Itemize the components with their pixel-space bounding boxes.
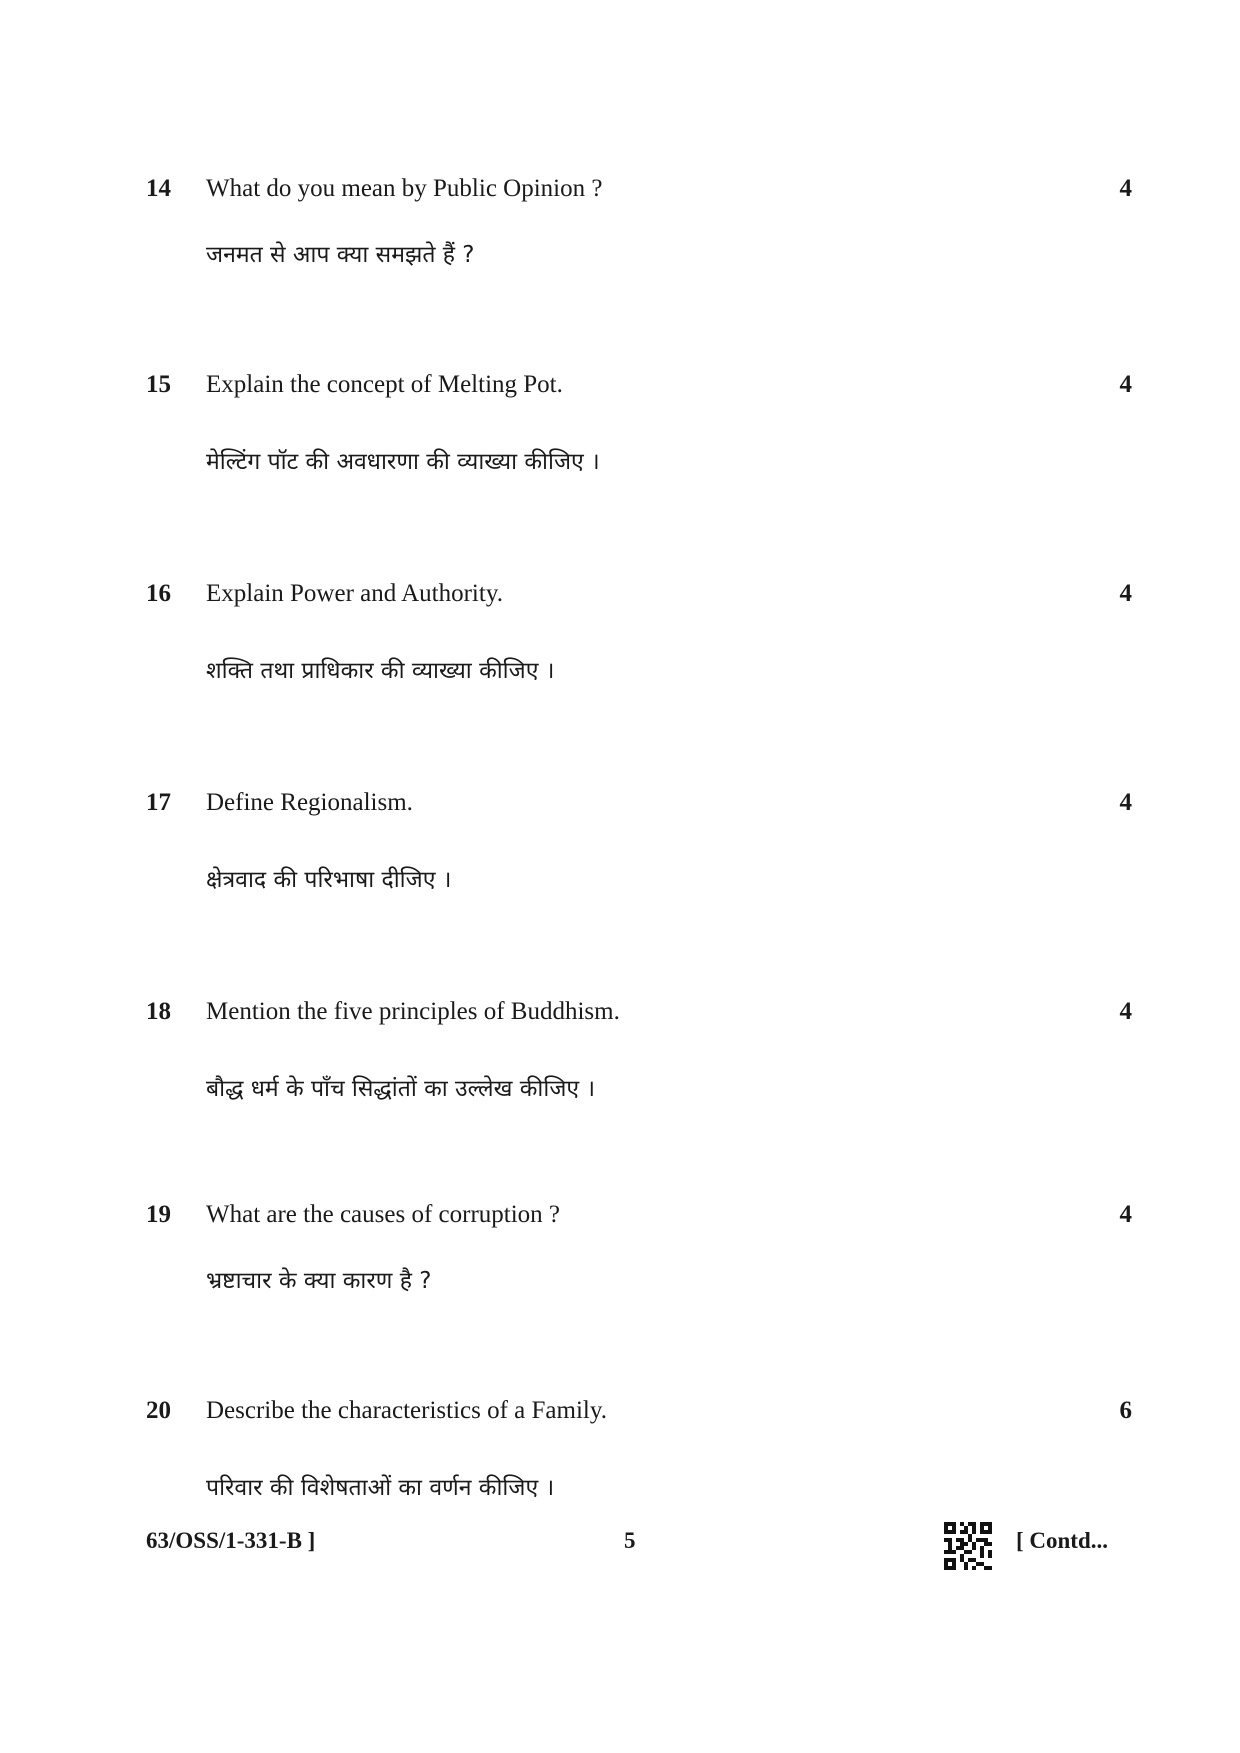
qr-code-icon	[944, 1522, 992, 1570]
question-number: 20	[146, 1397, 171, 1424]
question-text-hindi: शक्ति तथा प्राधिकार की व्याख्या कीजिए ।	[206, 658, 555, 684]
page-number: 5	[624, 1528, 636, 1553]
question-text-english: Explain the concept of Melting Pot.	[206, 371, 563, 398]
question-text-english: What are the causes of corruption ?	[206, 1201, 561, 1228]
question-text-english: Define Regionalism.	[206, 789, 413, 816]
question-text-english: Mention the five principles of Buddhism.	[206, 998, 620, 1025]
question-marks: 4	[1119, 789, 1132, 816]
question-number: 16	[146, 580, 171, 607]
question-marks: 6	[1119, 1397, 1132, 1424]
question-number: 15	[146, 371, 171, 398]
question-marks: 4	[1119, 998, 1132, 1025]
question-text-hindi: क्षेत्रवाद की परिभाषा दीजिए ।	[206, 867, 452, 893]
question-text-hindi: जनमत से आप क्या समझते हैं ?	[206, 242, 475, 268]
question-marks: 4	[1119, 371, 1132, 398]
question-text-english: Explain Power and Authority.	[206, 580, 503, 607]
continued-label: [ Contd...	[1016, 1528, 1109, 1553]
question-text-hindi: मेल्टिंग पॉट की अवधारणा की व्याख्या कीजिए ।	[206, 449, 600, 475]
question-number: 14	[146, 175, 171, 202]
question-text-hindi: परिवार की विशेषताओं का वर्णन कीजिए ।	[206, 1475, 555, 1501]
question-text-hindi: भ्रष्टाचार के क्या कारण है ?	[206, 1268, 432, 1294]
question-marks: 4	[1119, 1201, 1132, 1228]
page-footer	[0, 1528, 1240, 1568]
question-number: 18	[146, 998, 171, 1025]
question-number: 19	[146, 1201, 171, 1228]
question-marks: 4	[1119, 175, 1132, 202]
question-number: 17	[146, 789, 171, 816]
question-text-english: Describe the characteristics of a Family.	[206, 1397, 607, 1424]
question-text-english: What do you mean by Public Opinion ?	[206, 175, 603, 202]
paper-code: 63/OSS/1-331-B ]	[146, 1528, 316, 1553]
question-text-hindi: बौद्ध धर्म के पाँच सिद्धांतों का उल्लेख कीजिए ।	[206, 1076, 596, 1102]
question-marks: 4	[1119, 580, 1132, 607]
